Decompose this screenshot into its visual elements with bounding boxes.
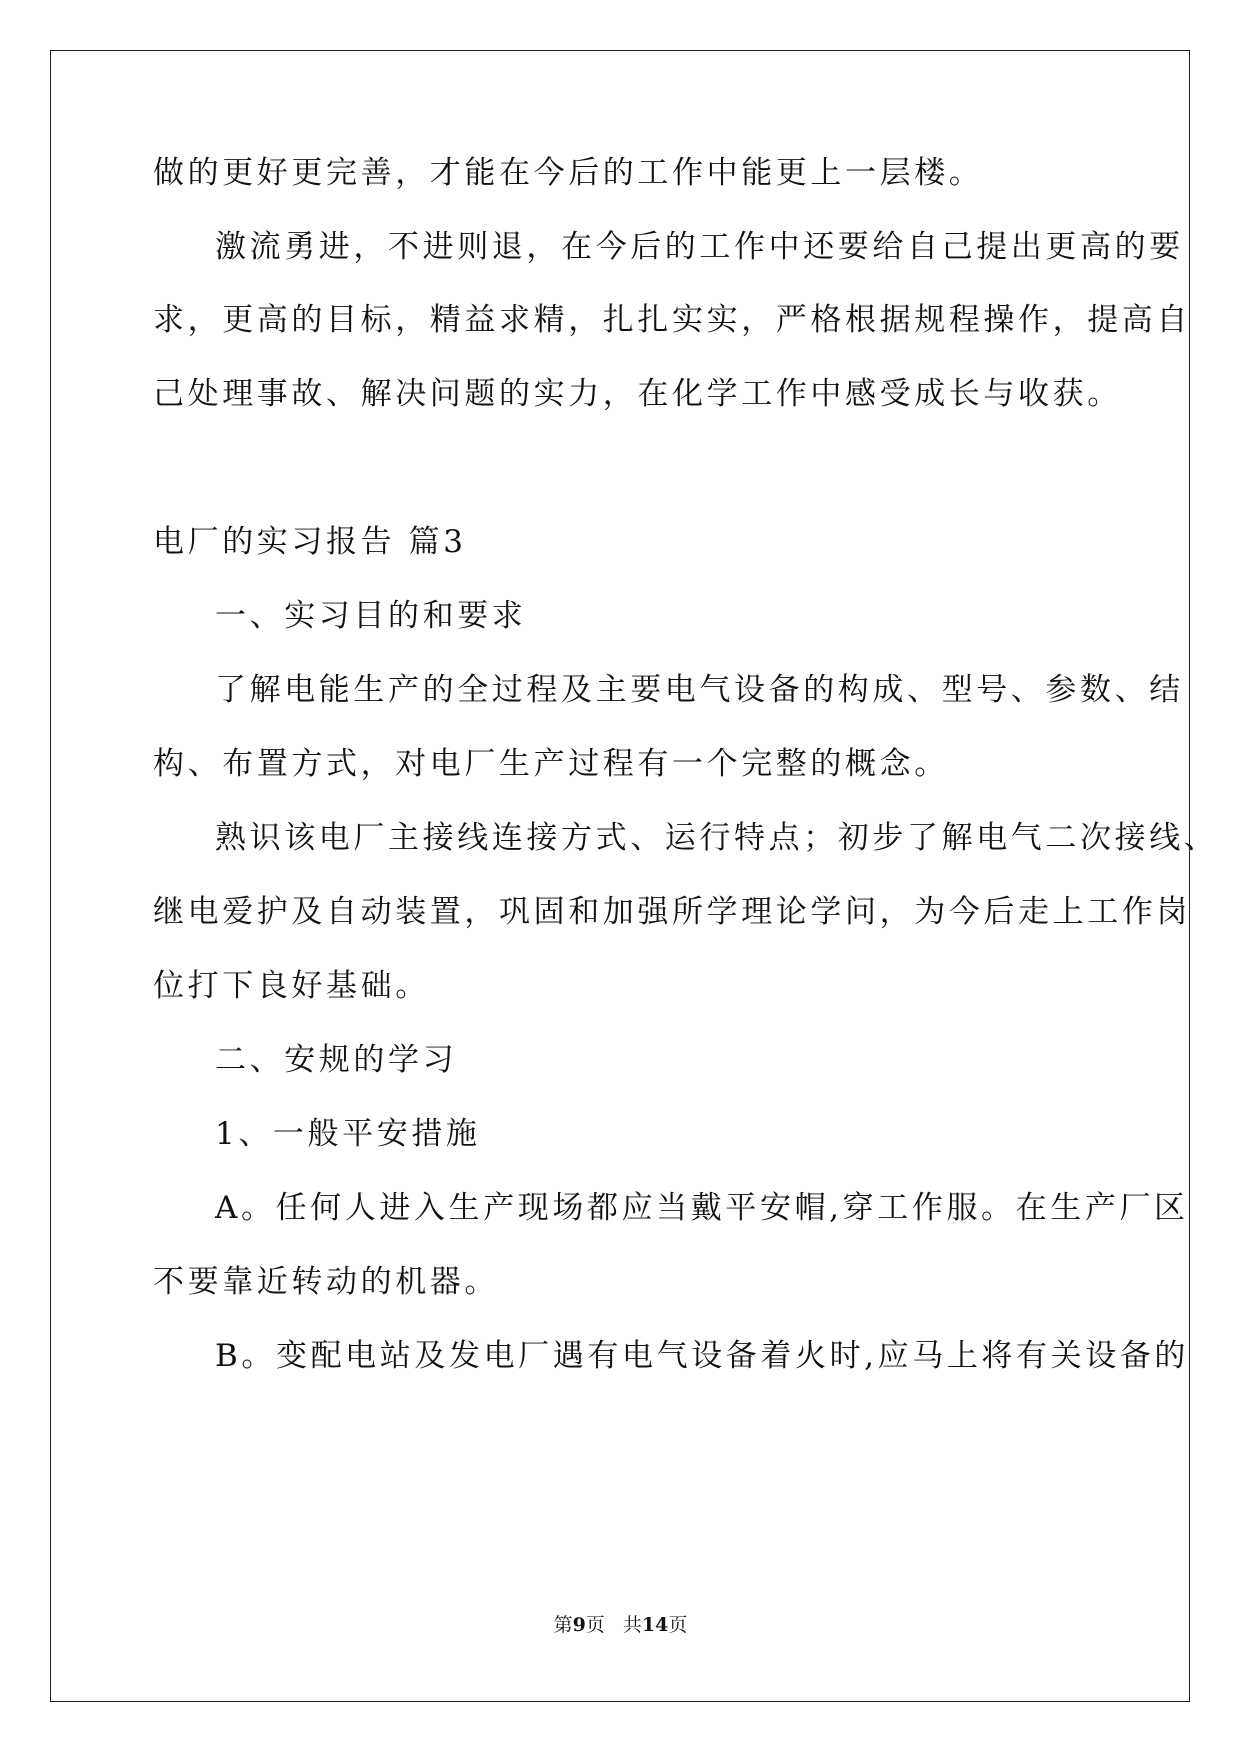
page-footer: [0, 1613, 1241, 1637]
footer-page-prefix: 第: [553, 1614, 573, 1636]
footer-page-number: 9: [572, 1614, 586, 1636]
subheading-2: 二、安规的学习: [215, 1042, 458, 1078]
footer-page-unit: 页: [585, 1614, 605, 1636]
body-line-4: 己处理事故、解决问题的实力，在化学工作中感受成长与收获。: [153, 376, 1122, 412]
footer-total-pages: 14: [641, 1614, 669, 1636]
footer-total-prefix: 共: [622, 1614, 642, 1636]
body-line-7: 熟识该电厂主接线连接方式、运行特点；初步了解电气二次接线、: [215, 820, 1219, 856]
subheading-1: 一、实习目的和要求: [215, 598, 527, 634]
body-line-5: 了解电能生产的全过程及主要电气设备的构成、型号、参数、结: [215, 672, 1184, 708]
body-line-1: 做的更好更完善，才能在今后的工作中能更上一层楼。: [153, 155, 984, 191]
subheading-3: 1、一般平安措施: [215, 1116, 481, 1152]
body-line-8: 继电爱护及自动装置，巩固和加强所学理论学问，为今后走上工作岗: [153, 894, 1191, 930]
body-line-12: B。变配电站及发电厂遇有电气设备着火时,应马上将有关设备的: [215, 1338, 1190, 1374]
section-heading: 电厂的实习报告 篇3: [153, 524, 467, 560]
body-line-2: 激流勇进，不进则退，在今后的工作中还要给自己提出更高的要: [215, 229, 1184, 265]
page-border: [50, 50, 1190, 1702]
body-line-9: 位打下良好基础。: [153, 968, 430, 1004]
body-line-10: A。任何人进入生产现场都应当戴平安帽,穿工作服。在生产厂区: [215, 1190, 1189, 1226]
body-line-6: 构、布置方式，对电厂生产过程有一个完整的概念。: [153, 746, 949, 782]
body-line-3: 求，更高的目标，精益求精，扎扎实实，严格根据规程操作，提高自: [153, 302, 1191, 338]
body-line-11: 不要靠近转动的机器。: [153, 1264, 499, 1300]
footer-total-unit: 页: [668, 1614, 688, 1636]
